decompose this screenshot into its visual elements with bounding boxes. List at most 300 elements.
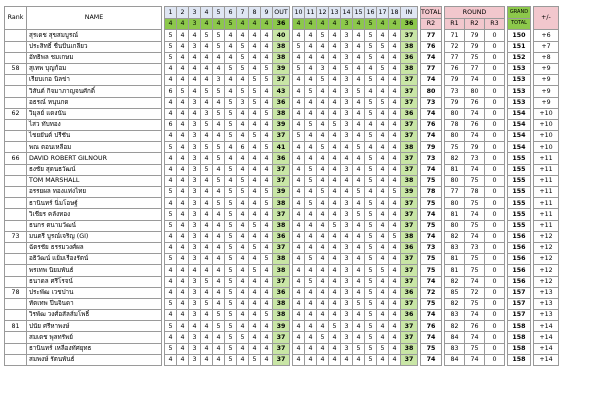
player-name: วิเชียร คลังทอง (27, 209, 162, 220)
round-r2: 78 (465, 187, 485, 198)
grand-total: 155 (508, 198, 531, 209)
round-r2: 79 (465, 41, 485, 52)
hole-score: 3 (189, 119, 201, 130)
over-par: +11 (534, 175, 559, 186)
out-score: 37 (273, 242, 290, 253)
in-score: 37 (401, 30, 418, 41)
hole-score: 4 (377, 30, 389, 41)
in-score: 36 (401, 242, 418, 253)
hole-score: 5 (305, 175, 317, 186)
out-score: 37 (273, 209, 290, 220)
round-r3: 0 (485, 75, 505, 86)
out-header: OUT (273, 7, 290, 19)
hole-score: 4 (293, 52, 305, 63)
hole-score: 4 (201, 41, 213, 52)
hole-score: 4 (249, 142, 261, 153)
hole-score: 4 (213, 187, 225, 198)
hole-score: 4 (249, 276, 261, 287)
round-r1: 82 (445, 153, 465, 164)
hole-score: 4 (249, 63, 261, 74)
hole-score: 4 (329, 276, 341, 287)
hole-score: 4 (389, 276, 401, 287)
hole-score: 4 (261, 131, 273, 142)
hole-score: 4 (249, 52, 261, 63)
hole-score: 4 (305, 321, 317, 332)
total-r2: 74 (421, 164, 442, 175)
hole-score: 4 (377, 287, 389, 298)
hole-score: 4 (317, 41, 329, 52)
hole-score: 4 (305, 265, 317, 276)
hole-number: 2 (177, 7, 189, 19)
over-par: +7 (534, 41, 559, 52)
round-r3: 0 (485, 332, 505, 343)
hole-score: 4 (165, 108, 177, 119)
hole-score: 4 (249, 30, 261, 41)
round-r3: 0 (485, 30, 505, 41)
hole-score: 4 (341, 142, 353, 153)
total-r2: 74 (421, 276, 442, 287)
hole-number: 12 (317, 7, 329, 19)
table-row (5, 97, 559, 108)
hole-score: 5 (365, 354, 377, 365)
hole-score: 4 (237, 153, 249, 164)
hole-score: 4 (341, 354, 353, 365)
hole-score: 5 (225, 231, 237, 242)
round-r2: 75 (465, 52, 485, 63)
hole-score: 5 (317, 75, 329, 86)
player-name: อธิวัฒน์ แย้มเรืองรัตน์ (27, 254, 162, 265)
hole-score: 4 (293, 153, 305, 164)
hole-score: 5 (365, 242, 377, 253)
hole-score: 4 (201, 321, 213, 332)
hole-score: 4 (353, 175, 365, 186)
hole-score: 3 (341, 75, 353, 86)
hole-score: 4 (389, 332, 401, 343)
grand-total: 156 (508, 276, 531, 287)
hole-score: 4 (293, 187, 305, 198)
hole-score: 3 (189, 231, 201, 242)
table-row (5, 41, 559, 52)
in-score: 37 (401, 86, 418, 97)
hole-score: 5 (261, 108, 273, 119)
hole-score: 4 (305, 108, 317, 119)
hole-score: 5 (249, 86, 261, 97)
hole-score: 4 (237, 354, 249, 365)
total-r2: 75 (421, 298, 442, 309)
round-r3: 0 (485, 220, 505, 231)
hole-score: 4 (177, 254, 189, 265)
hole-score: 4 (305, 287, 317, 298)
hole-score: 4 (353, 52, 365, 63)
hole-score: 5 (249, 131, 261, 142)
round-r2: 74 (465, 276, 485, 287)
hole-score: 4 (293, 332, 305, 343)
hole-score: 3 (341, 310, 353, 321)
table-row (5, 287, 559, 298)
hole-score: 5 (165, 220, 177, 231)
hole-score: 4 (389, 75, 401, 86)
hole-score: 4 (293, 287, 305, 298)
hole-score: 3 (341, 119, 353, 130)
hole-score: 4 (389, 153, 401, 164)
hole-score: 4 (305, 310, 317, 321)
table-row (5, 86, 559, 97)
player-name: ธนกร ตนามวัฒน์ (27, 220, 162, 231)
hole-score: 4 (329, 242, 341, 253)
over-par: +9 (534, 63, 559, 74)
hole-score: 4 (305, 153, 317, 164)
out-score: 37 (273, 131, 290, 142)
total-r2: 73 (421, 97, 442, 108)
round-r1: 85 (445, 287, 465, 298)
out-score: 36 (273, 287, 290, 298)
hole-score: 4 (213, 220, 225, 231)
par-value: 5 (225, 18, 237, 30)
hole-score: 5 (225, 254, 237, 265)
hole-score: 4 (177, 187, 189, 198)
over-par: +10 (534, 119, 559, 130)
hole-score: 5 (225, 119, 237, 130)
hole-score: 5 (177, 86, 189, 97)
hole-score: 4 (201, 220, 213, 231)
player-name: วิรพัฒ วงศ์อสัลส์มโพธิ์ (27, 310, 162, 321)
hole-score: 5 (213, 30, 225, 41)
grand-total: 156 (508, 231, 531, 242)
rank-cell (5, 52, 27, 63)
rank-cell: 62 (5, 108, 27, 119)
round-r1: 81 (445, 164, 465, 175)
hole-score: 4 (365, 142, 377, 153)
hole-number: 10 (293, 7, 305, 19)
hole-score: 5 (305, 276, 317, 287)
hole-score: 4 (317, 287, 329, 298)
hole-score: 4 (201, 97, 213, 108)
hole-score: 4 (293, 142, 305, 153)
hole-score: 4 (177, 343, 189, 354)
grand-total: 155 (508, 209, 531, 220)
round-r1: 72 (445, 41, 465, 52)
hole-score: 4 (261, 265, 273, 276)
hole-score: 3 (341, 41, 353, 52)
total-r2: 75 (421, 175, 442, 186)
rank-cell (5, 119, 27, 130)
round-r2: 74 (465, 231, 485, 242)
hole-score: 4 (249, 119, 261, 130)
hole-score: 4 (329, 52, 341, 63)
hole-score: 5 (201, 164, 213, 175)
table-row (5, 343, 559, 354)
hole-score: 4 (293, 254, 305, 265)
hole-score: 4 (201, 354, 213, 365)
hole-score: 4 (329, 254, 341, 265)
hole-score: 4 (389, 164, 401, 175)
hole-score: 4 (237, 231, 249, 242)
hole-score: 4 (305, 187, 317, 198)
rank-cell (5, 265, 27, 276)
round-r2: 75 (465, 220, 485, 231)
hole-score: 4 (377, 220, 389, 231)
hole-score: 5 (249, 242, 261, 253)
hole-score: 4 (389, 209, 401, 220)
hole-score: 4 (317, 231, 329, 242)
table-row (5, 63, 559, 74)
hole-score: 5 (365, 97, 377, 108)
hole-score: 4 (249, 164, 261, 175)
round-r2: 75 (465, 265, 485, 276)
round-r3: 0 (485, 310, 505, 321)
hole-score: 3 (189, 310, 201, 321)
hole-score: 3 (189, 287, 201, 298)
round-r3: 0 (485, 52, 505, 63)
hole-score: 5 (365, 287, 377, 298)
hole-score: 4 (237, 287, 249, 298)
total-r2: 74 (421, 354, 442, 365)
hole-score: 5 (329, 321, 341, 332)
hole-score: 4 (353, 63, 365, 74)
hole-score: 4 (377, 175, 389, 186)
hole-score: 4 (377, 153, 389, 164)
hole-score: 4 (365, 86, 377, 97)
par-value: 4 (165, 18, 177, 30)
hole-score: 4 (353, 164, 365, 175)
header-row-holes (5, 7, 559, 19)
hole-score: 4 (201, 153, 213, 164)
hole-score: 4 (329, 75, 341, 86)
table-row (5, 265, 559, 276)
round-r1: 84 (445, 354, 465, 365)
hole-score: 4 (249, 153, 261, 164)
hole-score: 5 (237, 86, 249, 97)
hole-score: 4 (189, 63, 201, 74)
hole-score: 4 (341, 187, 353, 198)
over-par: +11 (534, 220, 559, 231)
player-name: ไสว ทับทอง (27, 119, 162, 130)
hole-score: 4 (377, 119, 389, 130)
rank-cell (5, 164, 27, 175)
hole-score: 5 (165, 254, 177, 265)
hole-score: 4 (365, 119, 377, 130)
hole-score: 4 (237, 220, 249, 231)
hole-score: 4 (317, 310, 329, 321)
hole-score: 4 (237, 321, 249, 332)
hole-score: 3 (189, 187, 201, 198)
round-r1: 82 (445, 321, 465, 332)
hole-score: 3 (237, 97, 249, 108)
out-score: 38 (273, 220, 290, 231)
hole-score: 4 (353, 153, 365, 164)
round-r2: 73 (465, 242, 485, 253)
out-score: 37 (273, 175, 290, 186)
hole-score: 4 (261, 164, 273, 175)
hole-score: 4 (305, 209, 317, 220)
hole-score: 4 (317, 86, 329, 97)
out-score: 40 (273, 30, 290, 41)
hole-score: 4 (201, 52, 213, 63)
hole-score: 4 (353, 41, 365, 52)
grand-total: 155 (508, 187, 531, 198)
hole-score: 5 (225, 131, 237, 142)
hole-score: 4 (249, 108, 261, 119)
hole-score: 3 (189, 354, 201, 365)
hole-score: 5 (249, 220, 261, 231)
hole-score: 5 (165, 52, 177, 63)
hole-score: 5 (365, 175, 377, 186)
round-r3: 0 (485, 153, 505, 164)
hole-score: 4 (177, 175, 189, 186)
hole-number: 16 (365, 7, 377, 19)
hole-score: 4 (305, 52, 317, 63)
hole-score: 5 (365, 108, 377, 119)
hole-score: 3 (341, 298, 353, 309)
hole-score: 4 (317, 175, 329, 186)
hole-score: 4 (389, 343, 401, 354)
hole-score: 5 (261, 142, 273, 153)
hole-score: 4 (365, 63, 377, 74)
hole-score: 4 (305, 343, 317, 354)
table-row (5, 142, 559, 153)
player-name: วิสันต์ กิจมาภาญจนศักดิ์ (27, 86, 162, 97)
hole-score: 4 (377, 131, 389, 142)
total-r2: 74 (421, 108, 442, 119)
table-row (5, 175, 559, 186)
hole-score: 4 (293, 97, 305, 108)
hole-score: 4 (177, 63, 189, 74)
rank-cell (5, 86, 27, 97)
hole-score: 4 (201, 175, 213, 186)
round-r3: 0 (485, 119, 505, 130)
par-value: 4 (237, 18, 249, 30)
hole-score: 4 (237, 108, 249, 119)
hole-score: 3 (189, 131, 201, 142)
hole-score: 4 (261, 231, 273, 242)
hole-score: 5 (201, 119, 213, 130)
round-r1: 77 (445, 52, 465, 63)
hole-score: 4 (237, 75, 249, 86)
par-value: 4 (201, 18, 213, 30)
grand-total: 158 (508, 354, 531, 365)
hole-score: 4 (261, 153, 273, 164)
grand-total: 153 (508, 75, 531, 86)
round-r3: 0 (485, 198, 505, 209)
hole-score: 4 (389, 41, 401, 52)
grand-total: 158 (508, 332, 531, 343)
table-row (5, 164, 559, 175)
hole-score: 4 (389, 52, 401, 63)
over-par: +12 (534, 276, 559, 287)
hole-score: 4 (365, 187, 377, 198)
in-score: 38 (401, 343, 418, 354)
hole-score: 5 (317, 30, 329, 41)
hole-score: 4 (225, 75, 237, 86)
hole-score: 4 (249, 310, 261, 321)
rank-cell (5, 276, 27, 287)
hole-score: 4 (201, 332, 213, 343)
hole-score: 4 (389, 108, 401, 119)
rank-cell (5, 75, 27, 86)
round-r2: 79 (465, 142, 485, 153)
out-score: 39 (273, 187, 290, 198)
hole-score: 5 (261, 187, 273, 198)
round-r1: 71 (445, 30, 465, 41)
table-row (5, 276, 559, 287)
hole-score: 4 (177, 52, 189, 63)
hole-score: 4 (213, 276, 225, 287)
par-value: 4 (377, 18, 389, 30)
out-score: 38 (273, 254, 290, 265)
total-r2: 72 (421, 287, 442, 298)
hole-score: 5 (225, 265, 237, 276)
hole-score: 4 (389, 63, 401, 74)
hole-score: 5 (213, 108, 225, 119)
over-par: +11 (534, 198, 559, 209)
hole-score: 4 (353, 119, 365, 130)
hole-score: 6 (165, 86, 177, 97)
hole-score: 3 (341, 265, 353, 276)
table-row (5, 254, 559, 265)
rank-cell (5, 298, 27, 309)
hole-score: 4 (177, 354, 189, 365)
hole-score: 4 (165, 231, 177, 242)
in-score: 38 (401, 41, 418, 52)
hole-score: 4 (165, 75, 177, 86)
hole-score: 4 (317, 153, 329, 164)
hole-score: 3 (341, 276, 353, 287)
hole-score: 4 (317, 220, 329, 231)
hole-score: 5 (165, 298, 177, 309)
hole-number: 7 (237, 7, 249, 19)
hole-score: 4 (213, 131, 225, 142)
hole-number: 18 (389, 7, 401, 19)
hole-score: 5 (225, 321, 237, 332)
hole-score: 4 (165, 242, 177, 253)
hole-score: 4 (177, 220, 189, 231)
hole-score: 4 (293, 265, 305, 276)
hole-score: 4 (317, 97, 329, 108)
hole-score: 5 (201, 298, 213, 309)
hole-score: 4 (389, 97, 401, 108)
hole-score: 4 (317, 164, 329, 175)
hole-score: 5 (305, 198, 317, 209)
hole-score: 5 (365, 321, 377, 332)
hole-score: 5 (213, 153, 225, 164)
table-row (5, 119, 559, 130)
hole-score: 4 (249, 254, 261, 265)
player-name: พณ ตอนเหลือม (27, 142, 162, 153)
hole-score: 4 (177, 276, 189, 287)
hole-score: 4 (317, 52, 329, 63)
player-name: พรเทพ นิยมพันธ์ (27, 265, 162, 276)
hole-score: 4 (225, 41, 237, 52)
rank-cell (5, 220, 27, 231)
hole-score: 4 (329, 298, 341, 309)
in-score: 37 (401, 220, 418, 231)
hole-score: 5 (293, 41, 305, 52)
hole-score: 5 (225, 298, 237, 309)
hole-score: 4 (317, 265, 329, 276)
round-r2: 74 (465, 332, 485, 343)
over-par: +11 (534, 164, 559, 175)
hole-score: 4 (305, 75, 317, 86)
rank-cell (5, 30, 27, 41)
hole-score: 4 (317, 119, 329, 130)
hole-score: 4 (389, 354, 401, 365)
rank-cell (5, 254, 27, 265)
round-r1: 82 (445, 276, 465, 287)
player-name: สุรเดช สุขสมบูรณ์ (27, 30, 162, 41)
player-name: อธรณ์ หนุนกด (27, 97, 162, 108)
hole-score: 4 (305, 332, 317, 343)
hole-score: 4 (389, 287, 401, 298)
